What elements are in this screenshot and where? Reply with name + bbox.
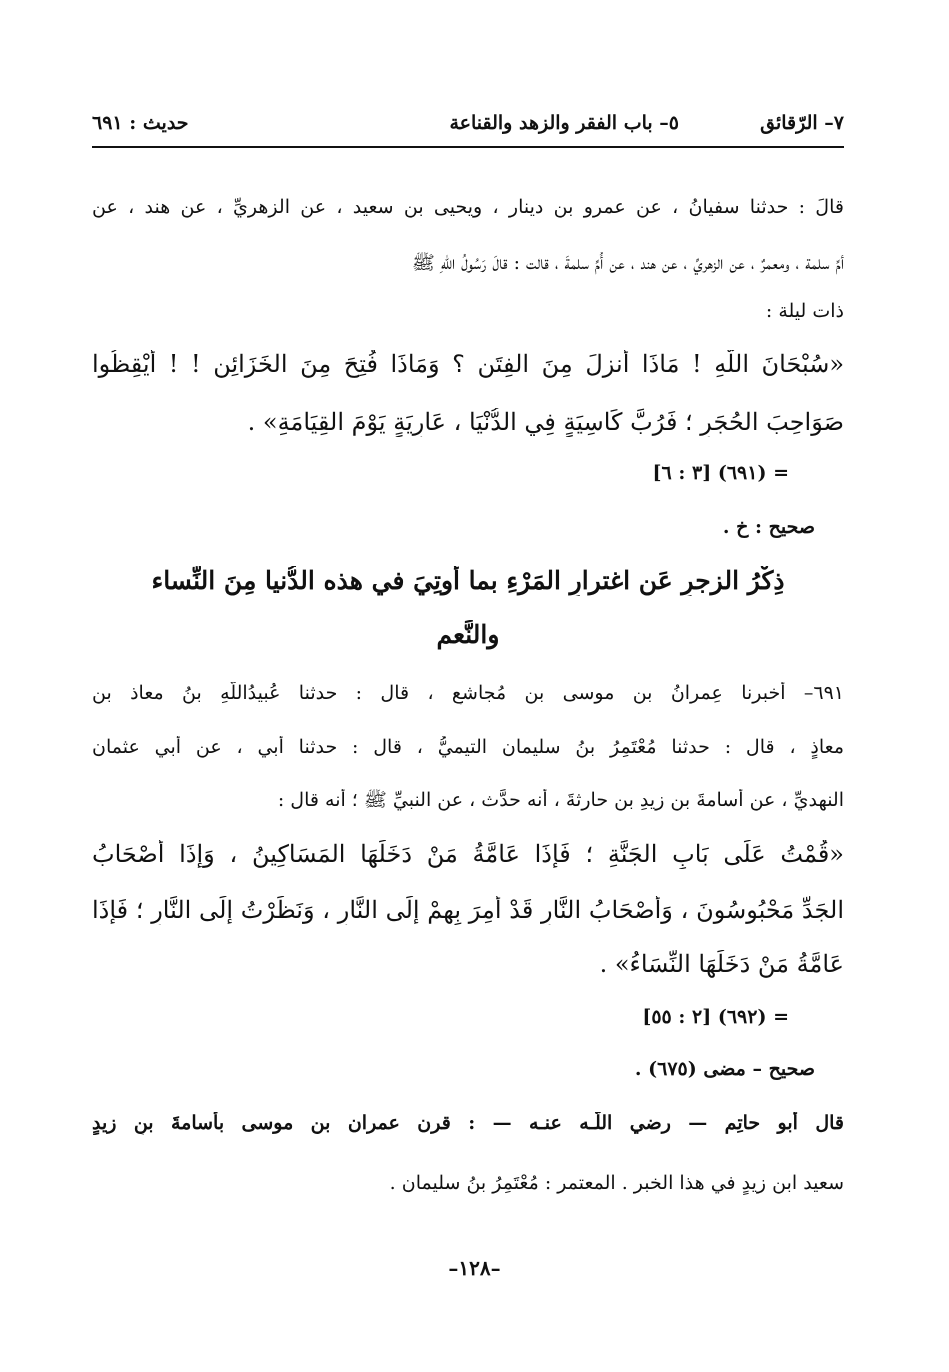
hadith-text-line: عَامَّةُ مَنْ دَخَلَهَا النِّسَاءُ» .: [599, 950, 844, 978]
text-line: النهديِّ ، عن أُسامةَ بنِ زيدِ بن حارثةَ ، أنه حدَّث ، عن النبيِّ ﷺ ؛ أنه قال :: [277, 789, 844, 811]
section-heading: ذِكْرُ الزجرِ عَنِ اغترارِ المَرْءِ بما أُوتِيَ في هذه الدُّنيا مِنَ النِّساء: [151, 566, 785, 595]
section-heading-continued: والنَّعم: [436, 620, 500, 649]
cross-reference: = (٦٩١) [٣ : ٦]: [652, 462, 789, 484]
hadith-text-line: الجَدِّ مَحْبُوسُونَ ، وَأَصْحَابُ النَّارِ قَدْ أُمِرَ بِهِمْ إِلَى النَّارِ ، وَنَظَرْتُ إِلَى النَّارِ ؛ فَإِذَا: [92, 896, 844, 924]
hadith-text-line: «سُبْحَانَ اللّهِ ! مَاذَا أُنزلَ مِنَ الفِتَنِ ؟ وَمَاذَا فُتِحَ مِنَ الخَزَائِنِ ! ! أَيْقِظُوا: [92, 350, 844, 378]
grading-note: صحيح – مضى (٦٧٥) .: [634, 1058, 815, 1080]
hadith-text-line: صَوَاحِبَ الحُجَرِ ؛ فَرُبَّ كَاسِيَةٍ فِي الدُّنْيَا ، عَارِيَةٍ يَوْمَ القِيَامَةِ» .: [247, 408, 844, 436]
grading-note: صحيح : خ .: [722, 516, 815, 538]
text-line: ٦٩١– أخبرنا عِمرانُ بن موسى بن مُجاشعٍ ، قال : حدثنا عُبيدُاللّهِ بنُ معاذ بن: [92, 682, 844, 704]
commentary-line: قال أبو حاتِم — رضي اللّـه عنـه — : قرن عمران بن موسى بأسامةَ بنِ زيدٍ: [92, 1112, 844, 1134]
text-line: معاذٍ ، قال : حدثنا مُعْتَمِرُ بنُ سليمان التيميُّ ، قال : حدثنا أبي ، عن أبي عثمان: [92, 736, 844, 758]
text-line: أمِّ سلمة ، ومعمرٌ ، عن الزهريِّ ، عن هند ، عن أُمِّ سلمةَ ، قالت : قالَ رَسُولُ اللّهِ ﷺ: [411, 252, 844, 274]
text-line: قالَ : حدثنا سفيانُ ، عن عمرو بن دينار ، ويحيى بن سعيد ، عن الزهريِّ ، عن هند ، عن: [92, 196, 844, 218]
hadith-text-line: «قُمْتُ عَلَى بَابِ الجَنَّةِ ؛ فَإِذَا عَامَّةُ مَنْ دَخَلَهَا المَسَاكِينُ ، وَإِذَا أَصْحَابُ: [92, 840, 844, 868]
running-header: [92, 108, 844, 148]
text-line: ذات ليلة :: [765, 300, 844, 322]
cross-reference: = (٦٩٢) [٢ : ٥٥]: [642, 1006, 789, 1028]
hadith-reference: حديث : ٦٩١: [92, 112, 189, 134]
commentary-line: سعيد ابن زيدٍ في هذا الخبر . المعتمر : مُعْتَمِرُ بنُ سليمان .: [389, 1172, 844, 1194]
book-title: ٧– الرّقائق: [760, 112, 844, 134]
chapter-title: ٥– باب الفقر والزهد والقناعة: [449, 112, 679, 134]
page-number: –١٢٨–: [448, 1256, 501, 1280]
